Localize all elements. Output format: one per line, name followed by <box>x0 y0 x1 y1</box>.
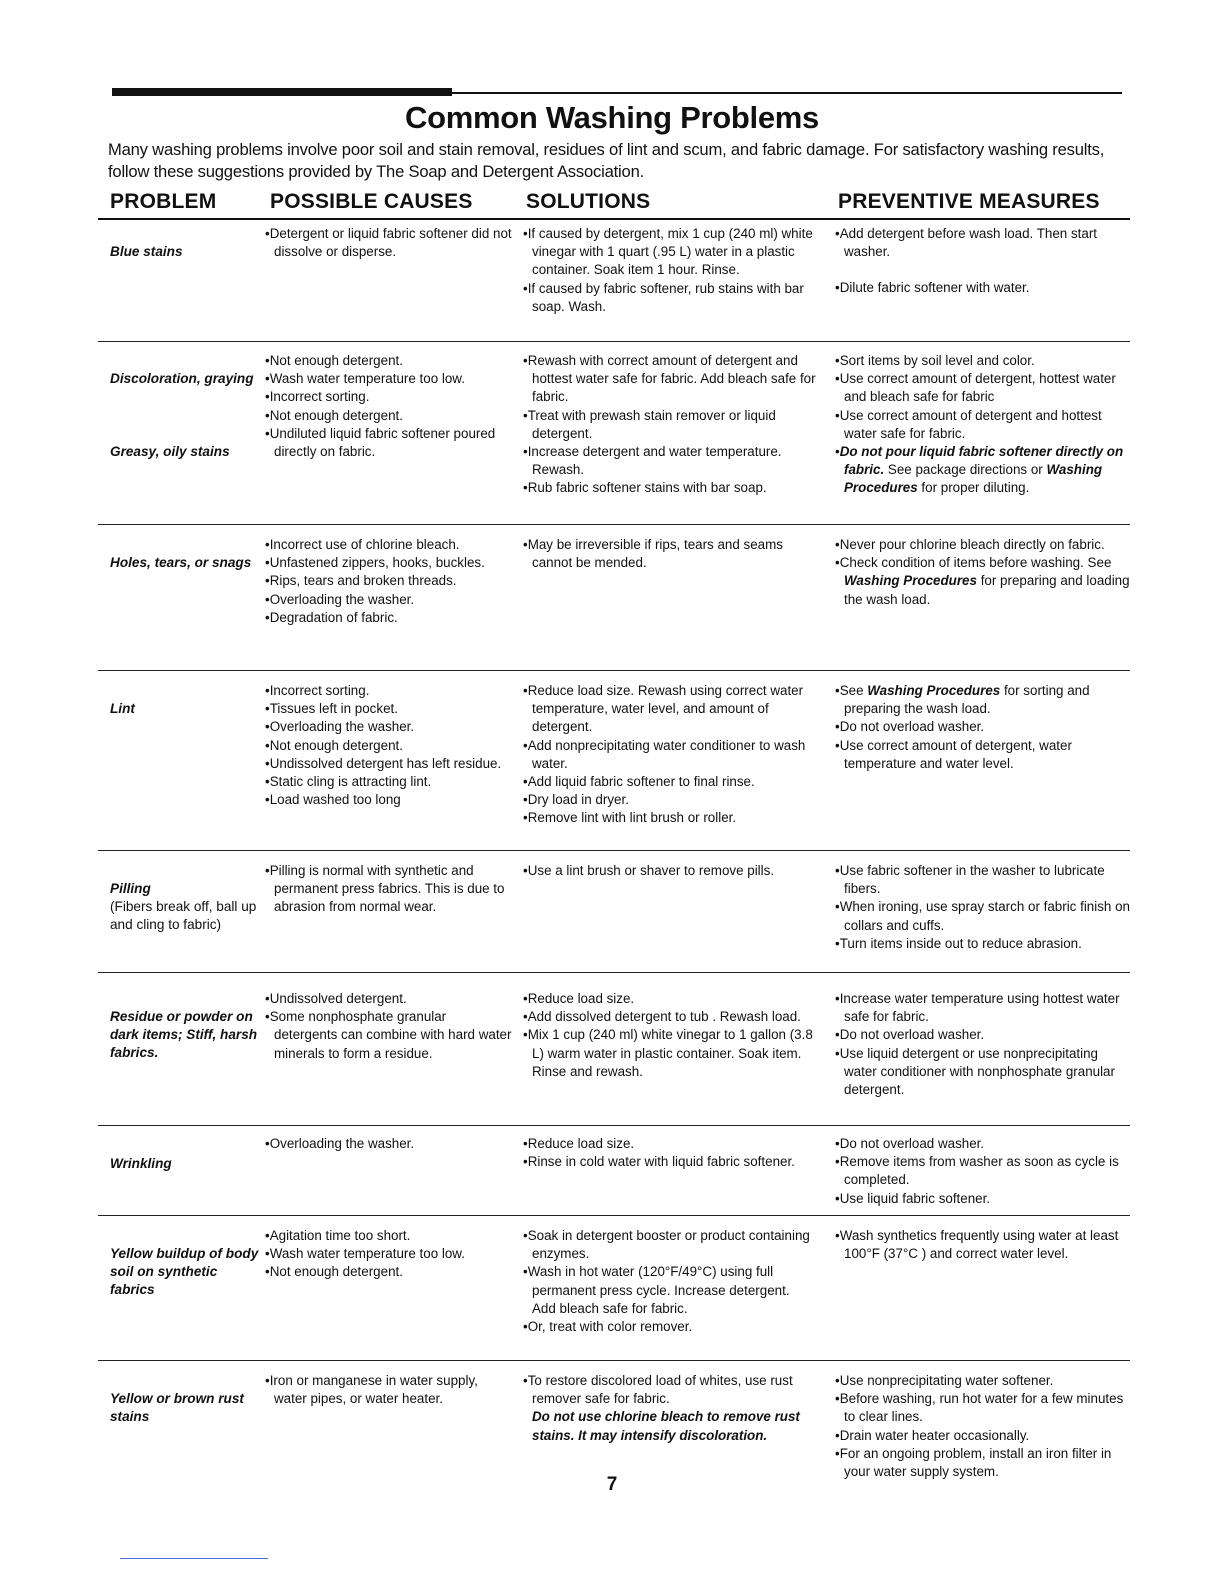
list-item: • Increase detergent and water temperature. Rewash. <box>522 443 822 479</box>
list-item: • Dilute fabric softener with water. <box>834 279 1134 297</box>
header-rule-thin <box>112 92 1122 94</box>
list-item: • Increase water temperature using hottest water safe for fabric. <box>834 990 1134 1026</box>
preventive-cell <box>834 862 1134 953</box>
list-item: • Use correct amount of detergent, water temperature and water level. <box>834 737 1134 773</box>
list-item: • Use liquid detergent or use nonprecipitating water conditioner with nonphosphate granular detergent. <box>834 1045 1134 1100</box>
list-item: • When ironing, use spray starch or fabric finish on collars and cuffs. <box>834 898 1134 934</box>
bold-warning: Do not pour liquid fabric softener directly on fabric. <box>839 444 1124 478</box>
row-divider <box>98 850 1130 851</box>
list-item: • Pilling is normal with synthetic and permanent press fabrics. This is due to abrasion from normal wear. <box>264 862 512 917</box>
row-divider <box>98 524 1130 525</box>
list-item: • Do not overload washer. <box>834 718 1134 736</box>
list-item: • Not enough detergent. <box>264 352 512 370</box>
list-item: • Add dissolved detergent to tub . Rewash load. <box>522 1008 822 1026</box>
list-item: • If caused by fabric softener, rub stains with bar soap. Wash. <box>522 280 822 316</box>
page-title: Common Washing Problems <box>405 100 819 135</box>
list-item: • Treat with prewash stain remover or liquid detergent. <box>522 407 822 443</box>
row-divider <box>98 972 1130 973</box>
list-item: • Rub fabric softener stains with bar soap. <box>522 479 822 497</box>
list-item: • Some nonphosphate granular detergents can combine with hard water minerals to form a residue. <box>264 1008 512 1063</box>
washing-procedures-ref: Washing Procedures <box>867 683 1001 698</box>
list-item-continued: Add bleach safe for fabric. <box>532 1300 688 1316</box>
row-divider <box>98 341 1130 342</box>
list-item <box>834 682 1134 718</box>
list-item: • Overloading the washer. <box>264 718 512 736</box>
list-item: • Rips, tears and broken threads. <box>264 572 512 590</box>
list-item <box>834 554 1134 609</box>
row-divider <box>98 1360 1130 1361</box>
list-item: • If caused by detergent, mix 1 cup (240 ml) white vinegar with 1 quart (.95 L) water in a plastic container. Soak item 1 hour. Rinse. <box>522 225 822 280</box>
problem-label: Discoloration, graying <box>110 371 254 386</box>
list-item: • Incorrect sorting. <box>264 388 512 406</box>
preventive-cell <box>834 1227 1134 1263</box>
washing-procedures-ref: Washing Procedures <box>844 462 1103 496</box>
header-underline <box>98 218 1130 220</box>
list-item: • Do not overload washer. <box>834 1135 1134 1153</box>
list-item: • Mix 1 cup (240 ml) white vinegar to 1 gallon (3.8 L) warm water in plastic container. Soak item. Rinse and rewash. <box>522 1026 822 1081</box>
list-item: • Do not overload washer. <box>834 1026 1134 1044</box>
text-span: for proper diluting. <box>921 480 1030 496</box>
list-item: • Degradation of fabric. <box>264 609 512 627</box>
list-item: • Use correct amount of detergent and hottest water safe for fabric. <box>834 407 1134 443</box>
list-item: • Turn items inside out to reduce abrasion. <box>834 935 1134 953</box>
list-item: • Incorrect sorting. <box>264 682 512 700</box>
problem-label: Yellow buildup of body soil on synthetic fabrics <box>110 1246 259 1298</box>
list-item: • Iron or manganese in water supply, water pipes, or water heater. <box>264 1372 512 1408</box>
header-solutions: SOLUTIONS <box>526 190 651 213</box>
problem-label: Residue or powder on dark items; Stiff, harsh fabrics. <box>110 1009 258 1061</box>
problem-label <box>110 880 260 935</box>
causes-cell <box>264 990 512 1063</box>
list-item: • Not enough detergent. <box>264 1263 512 1281</box>
header-possible-causes: POSSIBLE CAUSES <box>270 190 473 213</box>
preventive-cell <box>834 536 1134 609</box>
page-number: 7 <box>606 1474 618 1495</box>
list-item: • Reduce load size. <box>522 990 822 1008</box>
solutions-cell <box>522 536 822 572</box>
causes-cell <box>264 1227 512 1282</box>
list-item: • Or, treat with color remover. <box>522 1318 822 1336</box>
problem-label: Holes, tears, or snags <box>110 555 252 570</box>
list-item: • Rinse in cold water with liquid fabric softener. <box>522 1153 822 1171</box>
text-span: Check condition of items before washing. See <box>839 555 1112 571</box>
list-item: • Wash water temperature too low. <box>264 370 512 388</box>
text-span: See <box>839 683 864 698</box>
list-item: • Use correct amount of detergent, hottest water and bleach safe for fabric <box>834 370 1134 406</box>
solutions-cell <box>522 352 822 498</box>
causes-cell <box>264 682 512 809</box>
header-preventive-measures: PREVENTIVE MEASURES <box>838 190 1100 213</box>
causes-cell <box>264 536 512 627</box>
problem-label: Blue stains <box>110 244 183 259</box>
list-item: • Use fabric softener in the washer to lubricate fibers. <box>834 862 1134 898</box>
list-item: • Incorrect use of chlorine bleach. <box>264 536 512 554</box>
list-item: • Add nonprecipitating water conditioner to wash water. <box>522 737 822 773</box>
list-item <box>834 443 1134 498</box>
causes-cell <box>264 225 512 261</box>
preventive-cell <box>834 1135 1134 1208</box>
preventive-cell <box>834 682 1134 773</box>
list-item: • Reduce load size. <box>522 1135 822 1153</box>
preventive-cell <box>834 352 1134 498</box>
list-item: • Agitation time too short. <box>264 1227 512 1245</box>
solutions-cell <box>522 225 822 316</box>
preventive-cell <box>834 1372 1134 1481</box>
washing-procedures-ref: Washing Procedures <box>844 573 977 589</box>
list-item: • Sort items by soil level and color. <box>834 352 1134 370</box>
preventive-cell <box>834 225 1134 298</box>
list-item: • Tissues left in pocket. <box>264 700 512 718</box>
header-problem: PROBLEM <box>110 190 217 213</box>
list-item: • Soak in detergent booster or product containing enzymes. <box>522 1227 822 1263</box>
list-item: • Add detergent before wash load. Then start washer. <box>834 225 1134 261</box>
list-item: • Unfastened zippers, hooks, buckles. <box>264 554 512 572</box>
problem-title: Pilling <box>110 881 151 896</box>
problem-label-secondary: Greasy, oily stains <box>110 444 230 459</box>
solutions-cell <box>522 990 822 1081</box>
list-item: • Undissolved detergent. <box>264 990 512 1008</box>
list-item: • Never pour chlorine bleach directly on fabric. <box>834 536 1134 554</box>
causes-cell <box>264 1135 512 1153</box>
intro-paragraph: Many washing problems involve poor soil and stain removal, residues of lint and scum, and fabric damage. For satisfactory washing results, follow these suggestions provided by The Soap and Detergent Association. <box>108 140 1105 181</box>
list-item: • Add liquid fabric softener to final rinse. <box>522 773 822 791</box>
list-item: • Undiluted liquid fabric softener poured directly on fabric. <box>264 425 512 461</box>
list-item: • To restore discolored load of whites, use rust remover safe for fabric. <box>522 1372 822 1408</box>
causes-cell <box>264 1372 512 1408</box>
footer-rule <box>120 1558 268 1559</box>
text-span: for preparing and loading the wash load. <box>844 573 1130 607</box>
list-item: • Dry load in dryer. <box>522 791 822 809</box>
solutions-cell <box>522 1135 822 1171</box>
list-item: • Undissolved detergent has left residue. <box>264 755 512 773</box>
problem-label: Lint <box>110 701 135 716</box>
list-item: • Overloading the washer. <box>264 1135 512 1153</box>
solutions-cell <box>522 1372 822 1445</box>
list-item: • Wash water temperature too low. <box>264 1245 512 1263</box>
problem-label: Wrinkling <box>110 1156 172 1171</box>
list-item: • Rewash with correct amount of detergent and hottest water safe for fabric. Add bleach safe for fabric. <box>522 352 822 407</box>
list-item: • Detergent or liquid fabric softener did not dissolve or disperse. <box>264 225 512 261</box>
list-item: • Wash synthetics frequently using water at least 100°F (37°C ) and correct water level. <box>834 1227 1134 1263</box>
list-item: • Not enough detergent. <box>264 737 512 755</box>
list-item: • Not enough detergent. <box>264 407 512 425</box>
causes-cell <box>264 352 512 461</box>
row-divider <box>98 1215 1130 1216</box>
list-item: • Reduce load size. Rewash using correct water temperature, water level, and amount of detergent. <box>522 682 822 737</box>
row-divider <box>98 670 1130 671</box>
list-item: • Use liquid fabric softener. <box>834 1190 1134 1208</box>
list-item: • Remove lint with lint brush or roller. <box>522 809 822 827</box>
list-item: • Static cling is attracting lint. <box>264 773 512 791</box>
list-item: • Load washed too long <box>264 791 512 809</box>
list-item: • Drain water heater occasionally. <box>834 1427 1134 1445</box>
causes-cell <box>264 862 512 917</box>
list-item: • Overloading the washer. <box>264 591 512 609</box>
solutions-cell <box>522 682 822 828</box>
list-item: • Use nonprecipitating water softener. <box>834 1372 1134 1390</box>
list-item: • For an ongoing problem, install an iron filter in your water supply system. <box>834 1445 1134 1481</box>
problem-label: Yellow or brown rust stains <box>110 1391 244 1425</box>
text-span: See package directions or <box>887 462 1043 478</box>
solutions-cell <box>522 862 822 880</box>
preventive-cell <box>834 990 1134 1099</box>
bold-warning: Do not use chlorine bleach to remove rust stains. It may intensify discoloration. <box>532 1409 800 1443</box>
list-item: • Use a lint brush or shaver to remove pills. <box>522 862 822 880</box>
list-item: • Wash in hot water (120°F/49°C) using full permanent press cycle. Increase detergent. <box>522 1263 822 1299</box>
problem-note: (Fibers break off, ball up and cling to fabric) <box>110 899 257 933</box>
solutions-cell <box>522 1227 822 1336</box>
list-item: • Before washing, run hot water for a few minutes to clear lines. <box>834 1390 1134 1426</box>
list-item: • Remove items from washer as soon as cycle is completed. <box>834 1153 1134 1189</box>
list-item: • May be irreversible if rips, tears and seams cannot be mended. <box>522 536 822 572</box>
row-divider <box>98 1125 1130 1126</box>
text-span: for sorting and preparing the wash load. <box>844 683 1090 717</box>
